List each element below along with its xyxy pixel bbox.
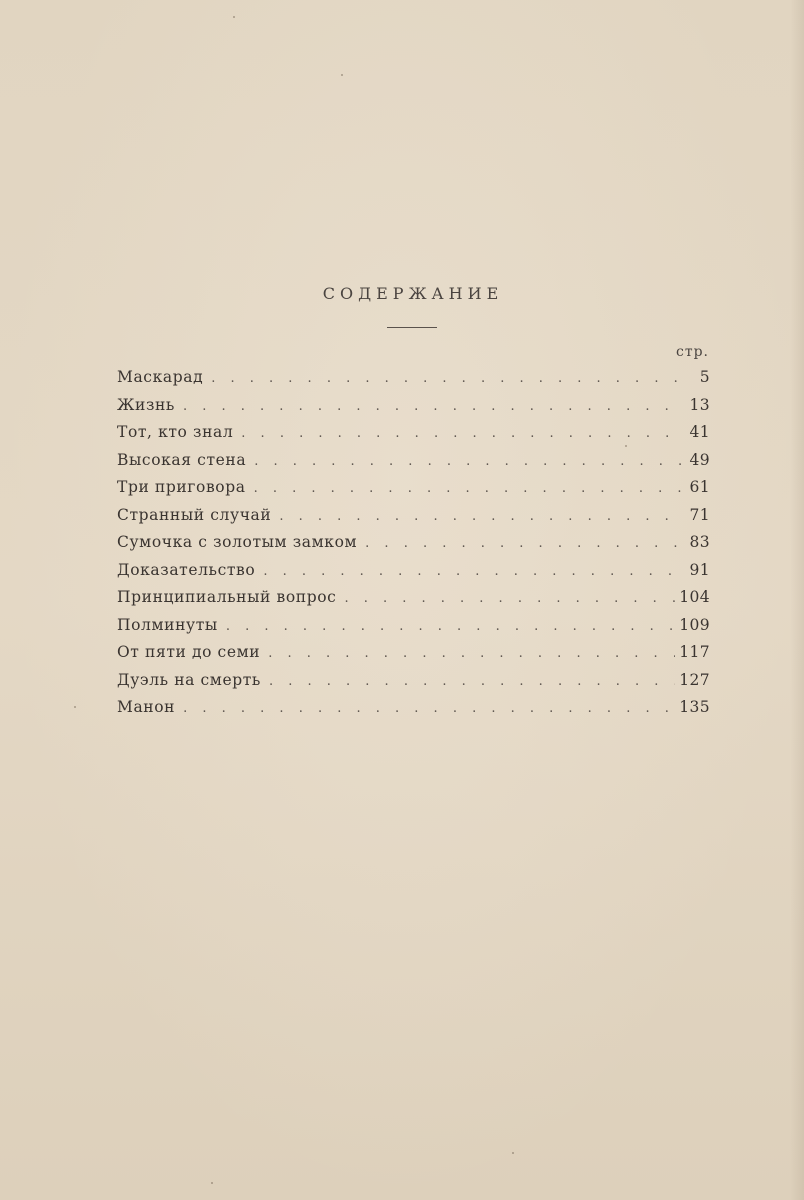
toc-entry[interactable] — [117, 447, 710, 475]
paper-speck — [233, 16, 235, 18]
toc-leader-dots — [254, 448, 684, 476]
toc-entry-title: Полминуты — [117, 615, 218, 634]
toc-leader-dots — [254, 475, 684, 503]
paper-speck — [211, 1182, 213, 1184]
paper-speck — [74, 706, 76, 708]
toc-entry[interactable] — [117, 529, 710, 557]
toc-entry[interactable] — [117, 364, 710, 392]
toc-entry-title: Маскарад — [117, 368, 204, 386]
toc-leader-dots — [263, 558, 684, 586]
toc-leader-dots — [269, 668, 675, 696]
toc-entry[interactable] — [117, 474, 710, 502]
page-edge-shadow — [790, 0, 804, 1200]
toc-entry-title: Принципиальный вопрос — [117, 588, 337, 606]
toc-leader-dots — [268, 640, 675, 668]
toc-entry-page: 127 — [679, 670, 710, 689]
toc-entry[interactable] — [117, 667, 710, 695]
toc-entry-page: 13 — [689, 395, 710, 414]
toc-leader-dots — [211, 365, 684, 393]
toc-leader-dots — [344, 585, 675, 613]
toc-leader-dots — [241, 420, 684, 448]
toc-entry-page: 49 — [689, 450, 710, 469]
toc-entry[interactable] — [117, 392, 710, 420]
table-of-contents — [117, 364, 710, 722]
toc-leader-dots — [365, 530, 684, 558]
toc-entry-title: Сумочка с золотым замком — [117, 533, 358, 551]
toc-entry-page: 117 — [679, 643, 710, 661]
toc-entry[interactable] — [117, 612, 710, 640]
toc-entry[interactable] — [117, 639, 710, 667]
toc-entry[interactable] — [117, 694, 710, 722]
title-underline — [387, 327, 437, 328]
toc-leader-dots — [279, 503, 684, 531]
toc-entry[interactable] — [117, 419, 710, 447]
toc-entry-title: Дуэль на смерть — [117, 670, 261, 689]
toc-entry[interactable] — [117, 584, 710, 612]
toc-entry-title: Манон — [117, 698, 176, 716]
toc-entry-title: Три приговора — [117, 478, 246, 496]
toc-entry-title: Тот, кто знал — [117, 423, 234, 441]
toc-entry[interactable] — [117, 557, 710, 585]
toc-leader-dots — [183, 695, 675, 723]
toc-entry-title: Жизнь — [117, 395, 175, 414]
page-column-label: стр. — [676, 344, 709, 360]
toc-entry-page: 5 — [699, 368, 710, 386]
toc-entry[interactable] — [117, 502, 710, 530]
toc-entry-title: Высокая стена — [117, 450, 247, 469]
toc-entry-page: 83 — [689, 533, 710, 551]
toc-entry-page: 71 — [689, 505, 710, 524]
toc-entry-page: 109 — [679, 615, 710, 634]
toc-leader-dots — [226, 613, 675, 641]
toc-entry-page: 91 — [689, 560, 710, 579]
toc-entry-title: Странный случай — [117, 505, 272, 524]
page-title: СОДЕРЖАНИЕ — [322, 284, 504, 303]
toc-leader-dots — [183, 393, 684, 421]
toc-entry-page: 104 — [679, 588, 710, 606]
toc-entry-page: 135 — [679, 698, 710, 716]
toc-entry-title: Доказательство — [117, 560, 256, 579]
toc-entry-page: 41 — [689, 423, 710, 441]
toc-entry-title: От пяти до семи — [117, 643, 261, 661]
paper-speck — [512, 1152, 514, 1154]
paper-speck — [341, 74, 343, 76]
toc-entry-page: 61 — [689, 478, 710, 496]
